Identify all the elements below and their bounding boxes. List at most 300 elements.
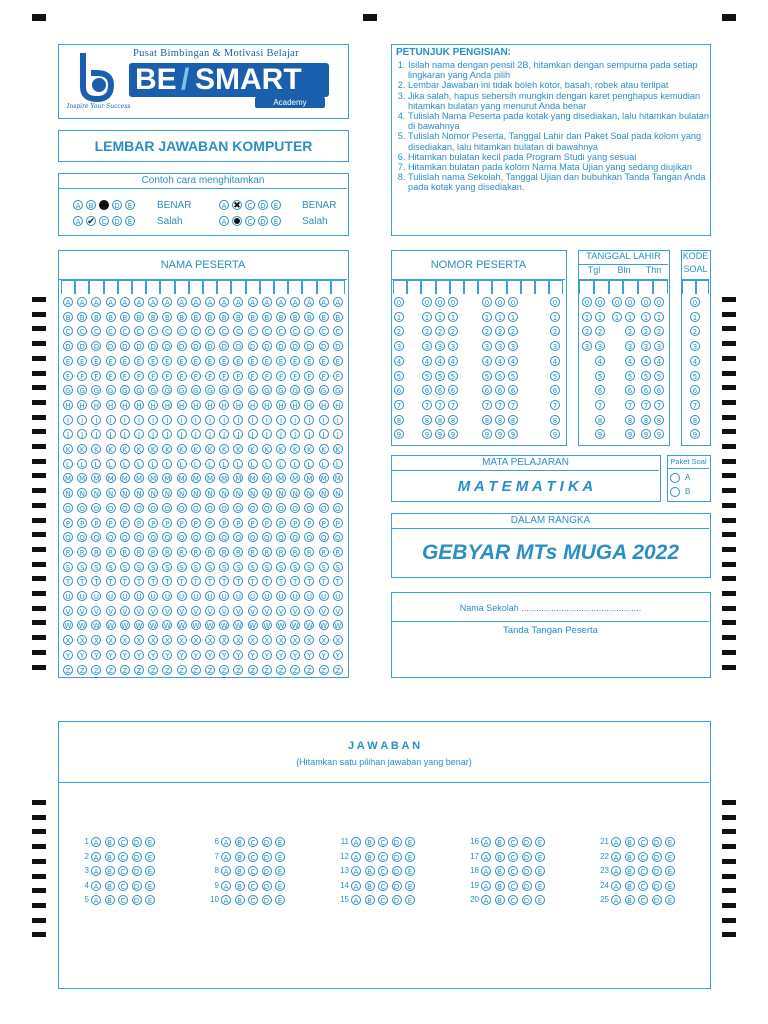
- nama-bubble-h[interactable]: H: [290, 400, 300, 410]
- nomor-bubble-0[interactable]: 0: [435, 297, 445, 307]
- nama-bubble-w[interactable]: W: [121, 622, 129, 631]
- nama-bubble-r[interactable]: R: [290, 547, 300, 557]
- nama-bubble-s[interactable]: S: [106, 562, 116, 572]
- nama-bubble-g[interactable]: G: [77, 385, 87, 395]
- nama-bubble-n[interactable]: N: [219, 488, 229, 498]
- nama-bubble-e[interactable]: E: [120, 356, 130, 366]
- nama-bubble-r[interactable]: R: [333, 547, 343, 557]
- nama-bubble-y[interactable]: Y: [248, 650, 258, 660]
- nama-bubble-r[interactable]: R: [304, 547, 314, 557]
- write-cell[interactable]: [653, 280, 668, 294]
- nama-bubble-t[interactable]: T: [106, 576, 116, 586]
- nama-bubble-x[interactable]: X: [233, 635, 243, 645]
- nama-bubble-i[interactable]: I: [205, 415, 215, 425]
- nama-bubble-l[interactable]: L: [63, 459, 73, 469]
- nama-bubble-v[interactable]: V: [333, 606, 343, 616]
- nama-bubble-t[interactable]: T: [304, 576, 314, 586]
- nama-bubble-i[interactable]: I: [106, 415, 116, 425]
- nama-bubble-s[interactable]: S: [91, 562, 101, 572]
- nama-bubble-b[interactable]: B: [63, 312, 73, 322]
- write-cell[interactable]: [609, 280, 624, 294]
- nama-bubble-y[interactable]: Y: [63, 650, 73, 660]
- nama-bubble-v[interactable]: V: [304, 606, 314, 616]
- tanggal-bubble-1[interactable]: 1: [582, 312, 592, 322]
- nama-bubble-i[interactable]: I: [177, 415, 187, 425]
- answer-bubble-a[interactable]: A: [481, 866, 491, 876]
- nama-bubble-x[interactable]: X: [219, 635, 229, 645]
- answer-bubble-e[interactable]: E: [275, 837, 285, 847]
- answer-bubble-d[interactable]: D: [132, 895, 142, 905]
- answer-bubble-e[interactable]: E: [145, 866, 155, 876]
- nama-bubble-y[interactable]: Y: [219, 650, 229, 660]
- nama-bubble-t[interactable]: T: [205, 576, 215, 586]
- nama-bubble-r[interactable]: R: [148, 547, 158, 557]
- answer-bubble-c[interactable]: C: [378, 881, 388, 891]
- nama-bubble-c[interactable]: C: [106, 326, 116, 336]
- nama-bubble-c[interactable]: C: [319, 326, 329, 336]
- nama-bubble-l[interactable]: L: [91, 459, 101, 469]
- answer-bubble-c[interactable]: C: [118, 852, 128, 862]
- nama-bubble-u[interactable]: U: [191, 591, 201, 601]
- nama-bubble-w[interactable]: W: [334, 622, 342, 631]
- write-cell[interactable]: [696, 280, 710, 294]
- nama-bubble-i[interactable]: I: [148, 415, 158, 425]
- answer-bubble-c[interactable]: C: [248, 881, 258, 891]
- tanggal-bubble-7[interactable]: 7: [654, 400, 664, 410]
- nama-bubble-y[interactable]: Y: [205, 650, 215, 660]
- nama-bubble-u[interactable]: U: [91, 591, 101, 601]
- nama-bubble-x[interactable]: X: [248, 635, 258, 645]
- nama-bubble-a[interactable]: A: [219, 297, 229, 307]
- tanggal-bubble-3[interactable]: 3: [654, 341, 664, 351]
- tanggal-bubble-9[interactable]: 9: [641, 429, 651, 439]
- nama-bubble-z[interactable]: Z: [162, 665, 172, 675]
- nama-bubble-g[interactable]: G: [276, 385, 286, 395]
- answer-bubble-b[interactable]: B: [235, 837, 245, 847]
- nomor-bubble-9[interactable]: 9: [435, 429, 445, 439]
- nama-bubble-w[interactable]: W: [277, 622, 285, 631]
- nama-bubble-y[interactable]: Y: [106, 650, 116, 660]
- write-cell[interactable]: [61, 280, 75, 294]
- nama-bubble-w[interactable]: W: [107, 622, 115, 631]
- nama-bubble-e[interactable]: E: [177, 356, 187, 366]
- answer-bubble-b[interactable]: B: [235, 866, 245, 876]
- answer-bubble-d[interactable]: D: [652, 837, 662, 847]
- nama-bubble-y[interactable]: Y: [77, 650, 87, 660]
- nama-bubble-u[interactable]: U: [134, 591, 144, 601]
- nama-bubble-t[interactable]: T: [177, 576, 187, 586]
- nama-bubble-a[interactable]: A: [77, 297, 87, 307]
- nama-bubble-w[interactable]: W: [78, 622, 86, 631]
- nama-bubble-g[interactable]: G: [304, 385, 314, 395]
- write-cell[interactable]: [118, 280, 132, 294]
- nama-bubble-y[interactable]: Y: [148, 650, 158, 660]
- nama-bubble-x[interactable]: X: [120, 635, 130, 645]
- nama-bubble-s[interactable]: S: [304, 562, 314, 572]
- answer-bubble-d[interactable]: D: [132, 881, 142, 891]
- answer-bubble-c[interactable]: C: [378, 895, 388, 905]
- nama-bubble-t[interactable]: T: [148, 576, 158, 586]
- nama-bubble-b[interactable]: B: [205, 312, 215, 322]
- nama-bubble-f[interactable]: F: [63, 371, 73, 381]
- nama-bubble-n[interactable]: N: [77, 488, 87, 498]
- nama-bubble-b[interactable]: B: [319, 312, 329, 322]
- answer-bubble-d[interactable]: D: [522, 895, 532, 905]
- answer-bubble-b[interactable]: B: [365, 866, 375, 876]
- answer-bubble-a[interactable]: A: [221, 881, 231, 891]
- nama-bubble-v[interactable]: V: [290, 606, 300, 616]
- nama-bubble-u[interactable]: U: [319, 591, 329, 601]
- nama-bubble-q[interactable]: Q: [248, 532, 258, 542]
- nama-bubble-h[interactable]: H: [248, 400, 258, 410]
- kode-bubble-2[interactable]: 2: [690, 326, 700, 336]
- nama-bubble-a[interactable]: A: [91, 297, 101, 307]
- nama-bubble-u[interactable]: U: [290, 591, 300, 601]
- nama-bubble-z[interactable]: Z: [290, 665, 300, 675]
- write-cell[interactable]: [231, 280, 245, 294]
- nama-bubble-z[interactable]: Z: [248, 665, 258, 675]
- nama-bubble-b[interactable]: B: [148, 312, 158, 322]
- answer-bubble-d[interactable]: D: [262, 881, 272, 891]
- nama-bubble-b[interactable]: B: [233, 312, 243, 322]
- nama-bubble-i[interactable]: I: [219, 415, 229, 425]
- answer-bubble-a[interactable]: A: [91, 837, 101, 847]
- write-cell[interactable]: [623, 280, 638, 294]
- nama-bubble-v[interactable]: V: [63, 606, 73, 616]
- nama-bubble-x[interactable]: X: [106, 635, 116, 645]
- nama-bubble-g[interactable]: G: [219, 385, 229, 395]
- kode-bubble-4[interactable]: 4: [690, 356, 700, 366]
- nomor-bubble-7[interactable]: 7: [495, 400, 505, 410]
- nama-bubble-z[interactable]: Z: [148, 665, 158, 675]
- nama-bubble-g[interactable]: G: [162, 385, 172, 395]
- nama-bubble-w[interactable]: W: [305, 622, 313, 631]
- tanggal-bubble-9[interactable]: 9: [595, 429, 605, 439]
- nama-bubble-m[interactable]: M: [79, 475, 86, 484]
- nama-bubble-f[interactable]: F: [77, 371, 87, 381]
- write-cell[interactable]: [478, 280, 492, 294]
- nama-bubble-c[interactable]: C: [191, 326, 201, 336]
- tanggal-bubble-8[interactable]: 8: [654, 415, 664, 425]
- nama-bubble-j[interactable]: J: [262, 429, 272, 439]
- nama-bubble-k[interactable]: K: [219, 444, 229, 454]
- nama-bubble-c[interactable]: C: [290, 326, 300, 336]
- nama-bubble-n[interactable]: N: [248, 488, 258, 498]
- nomor-bubble-6[interactable]: 6: [448, 385, 458, 395]
- kode-bubble-1[interactable]: 1: [690, 312, 700, 322]
- nama-bubble-w[interactable]: W: [234, 622, 242, 631]
- tanggal-bubble-4[interactable]: 4: [641, 356, 651, 366]
- answer-bubble-b[interactable]: B: [235, 852, 245, 862]
- nomor-bubble-5[interactable]: 5: [422, 371, 432, 381]
- answer-bubble-b[interactable]: B: [495, 852, 505, 862]
- nama-bubble-m[interactable]: M: [221, 475, 228, 484]
- nama-bubble-v[interactable]: V: [233, 606, 243, 616]
- write-cell[interactable]: [75, 280, 89, 294]
- nama-bubble-h[interactable]: H: [333, 400, 343, 410]
- nama-bubble-t[interactable]: T: [219, 576, 229, 586]
- nama-bubble-z[interactable]: Z: [262, 665, 272, 675]
- nama-bubble-k[interactable]: K: [134, 444, 144, 454]
- nama-bubble-o[interactable]: O: [162, 503, 172, 513]
- nama-bubble-f[interactable]: F: [304, 371, 314, 381]
- nama-bubble-j[interactable]: J: [177, 429, 187, 439]
- tanggal-bubble-7[interactable]: 7: [641, 400, 651, 410]
- nomor-bubble-6[interactable]: 6: [508, 385, 518, 395]
- write-cell[interactable]: [421, 280, 435, 294]
- nomor-bubble-7[interactable]: 7: [394, 400, 404, 410]
- answer-bubble-e[interactable]: E: [535, 852, 545, 862]
- nomor-bubble-4[interactable]: 4: [435, 356, 445, 366]
- nama-bubble-g[interactable]: G: [148, 385, 158, 395]
- nomor-bubble-4[interactable]: 4: [422, 356, 432, 366]
- nama-bubble-t[interactable]: T: [63, 576, 73, 586]
- answer-bubble-d[interactable]: D: [392, 837, 402, 847]
- nama-bubble-a[interactable]: A: [205, 297, 215, 307]
- nama-bubble-u[interactable]: U: [333, 591, 343, 601]
- nama-bubble-x[interactable]: X: [333, 635, 343, 645]
- nama-bubble-f[interactable]: F: [205, 371, 215, 381]
- nama-bubble-o[interactable]: O: [205, 503, 215, 513]
- nama-bubble-b[interactable]: B: [219, 312, 229, 322]
- nama-bubble-j[interactable]: J: [91, 429, 101, 439]
- nama-bubble-k[interactable]: K: [106, 444, 116, 454]
- nama-bubble-j[interactable]: J: [63, 429, 73, 439]
- tanggal-bubble-3[interactable]: 3: [582, 341, 592, 351]
- nama-bubble-o[interactable]: O: [333, 503, 343, 513]
- answer-bubble-d[interactable]: D: [262, 895, 272, 905]
- nama-bubble-l[interactable]: L: [162, 459, 172, 469]
- nama-bubble-d[interactable]: D: [191, 341, 201, 351]
- write-cell[interactable]: [638, 280, 653, 294]
- nama-bubble-d[interactable]: D: [134, 341, 144, 351]
- nama-bubble-p[interactable]: P: [148, 518, 158, 528]
- write-cell[interactable]: [682, 280, 696, 294]
- answer-bubble-a[interactable]: A: [611, 837, 621, 847]
- nama-bubble-a[interactable]: A: [162, 297, 172, 307]
- nama-bubble-p[interactable]: P: [276, 518, 286, 528]
- answer-bubble-e[interactable]: E: [535, 895, 545, 905]
- write-cell[interactable]: [175, 280, 189, 294]
- nomor-bubble-2[interactable]: 2: [435, 326, 445, 336]
- nama-bubble-b[interactable]: B: [134, 312, 144, 322]
- nama-bubble-c[interactable]: C: [162, 326, 172, 336]
- nama-bubble-g[interactable]: G: [233, 385, 243, 395]
- nama-bubble-z[interactable]: Z: [333, 665, 343, 675]
- nama-bubble-w[interactable]: W: [135, 622, 143, 631]
- nama-bubble-c[interactable]: C: [219, 326, 229, 336]
- nama-bubble-s[interactable]: S: [191, 562, 201, 572]
- nama-bubble-y[interactable]: Y: [233, 650, 243, 660]
- answer-bubble-e[interactable]: E: [145, 881, 155, 891]
- nama-bubble-k[interactable]: K: [333, 444, 343, 454]
- nama-bubble-k[interactable]: K: [304, 444, 314, 454]
- kode-bubble-8[interactable]: 8: [690, 415, 700, 425]
- nomor-bubble-0[interactable]: 0: [482, 297, 492, 307]
- nama-bubble-e[interactable]: E: [333, 356, 343, 366]
- nama-bubble-c[interactable]: C: [276, 326, 286, 336]
- write-cell[interactable]: [189, 280, 203, 294]
- nama-bubble-f[interactable]: F: [191, 371, 201, 381]
- answer-bubble-a[interactable]: A: [481, 852, 491, 862]
- nama-bubble-p[interactable]: P: [304, 518, 314, 528]
- nama-bubble-x[interactable]: X: [63, 635, 73, 645]
- nama-bubble-d[interactable]: D: [162, 341, 172, 351]
- answer-bubble-a[interactable]: A: [611, 852, 621, 862]
- nama-bubble-p[interactable]: P: [319, 518, 329, 528]
- answer-bubble-e[interactable]: E: [665, 895, 675, 905]
- nama-bubble-z[interactable]: Z: [120, 665, 130, 675]
- nama-bubble-c[interactable]: C: [91, 326, 101, 336]
- nomor-bubble-8[interactable]: 8: [495, 415, 505, 425]
- answer-bubble-c[interactable]: C: [248, 866, 258, 876]
- tanggal-bubble-0[interactable]: 0: [625, 297, 635, 307]
- nama-bubble-o[interactable]: O: [276, 503, 286, 513]
- nama-bubble-w[interactable]: W: [263, 622, 271, 631]
- nama-bubble-g[interactable]: G: [91, 385, 101, 395]
- nomor-bubble-1[interactable]: 1: [422, 312, 432, 322]
- nama-bubble-u[interactable]: U: [177, 591, 187, 601]
- nama-bubble-d[interactable]: D: [262, 341, 272, 351]
- nama-bubble-d[interactable]: D: [91, 341, 101, 351]
- nomor-bubble-2[interactable]: 2: [508, 326, 518, 336]
- nama-bubble-w[interactable]: W: [192, 622, 200, 631]
- kode-bubble-0[interactable]: 0: [690, 297, 700, 307]
- write-cell[interactable]: [521, 280, 535, 294]
- nomor-bubble-3[interactable]: 3: [422, 341, 432, 351]
- write-cell[interactable]: [317, 280, 331, 294]
- nomor-bubble-5[interactable]: 5: [448, 371, 458, 381]
- answer-bubble-c[interactable]: C: [508, 837, 518, 847]
- nama-bubble-e[interactable]: E: [106, 356, 116, 366]
- nama-bubble-p[interactable]: P: [290, 518, 300, 528]
- nama-bubble-g[interactable]: G: [290, 385, 300, 395]
- tanggal-bubble-0[interactable]: 0: [582, 297, 592, 307]
- nama-bubble-s[interactable]: S: [290, 562, 300, 572]
- nama-bubble-v[interactable]: V: [148, 606, 158, 616]
- kode-bubble-5[interactable]: 5: [690, 371, 700, 381]
- nomor-bubble-0[interactable]: 0: [394, 297, 404, 307]
- nomor-bubble-8[interactable]: 8: [422, 415, 432, 425]
- answer-bubble-d[interactable]: D: [652, 881, 662, 891]
- answer-bubble-b[interactable]: B: [365, 852, 375, 862]
- answer-bubble-c[interactable]: C: [248, 837, 258, 847]
- tanggal-bubble-1[interactable]: 1: [595, 312, 605, 322]
- answer-bubble-c[interactable]: C: [118, 881, 128, 891]
- nama-bubble-q[interactable]: Q: [77, 532, 87, 542]
- nama-bubble-y[interactable]: Y: [262, 650, 272, 660]
- nama-bubble-y[interactable]: Y: [304, 650, 314, 660]
- nama-bubble-q[interactable]: Q: [191, 532, 201, 542]
- nama-bubble-l[interactable]: L: [319, 459, 329, 469]
- nama-bubble-z[interactable]: Z: [205, 665, 215, 675]
- write-cell[interactable]: [450, 280, 464, 294]
- nama-bubble-l[interactable]: L: [219, 459, 229, 469]
- nama-bubble-n[interactable]: N: [91, 488, 101, 498]
- nomor-bubble-0[interactable]: 0: [422, 297, 432, 307]
- kode-bubble-9[interactable]: 9: [690, 429, 700, 439]
- write-cell[interactable]: [507, 280, 521, 294]
- answer-bubble-d[interactable]: D: [652, 895, 662, 905]
- nomor-bubble-9[interactable]: 9: [448, 429, 458, 439]
- nama-bubble-p[interactable]: P: [233, 518, 243, 528]
- nama-bubble-l[interactable]: L: [177, 459, 187, 469]
- nama-bubble-i[interactable]: I: [276, 415, 286, 425]
- write-cell[interactable]: [436, 280, 450, 294]
- nama-bubble-r[interactable]: R: [162, 547, 172, 557]
- nama-bubble-j[interactable]: J: [77, 429, 87, 439]
- nama-bubble-c[interactable]: C: [205, 326, 215, 336]
- nama-bubble-d[interactable]: D: [148, 341, 158, 351]
- nomor-bubble-9[interactable]: 9: [482, 429, 492, 439]
- nama-bubble-q[interactable]: Q: [304, 532, 314, 542]
- tanggal-bubble-2[interactable]: 2: [582, 326, 592, 336]
- tanggal-bubble-8[interactable]: 8: [595, 415, 605, 425]
- nama-bubble-g[interactable]: G: [63, 385, 73, 395]
- nama-bubble-n[interactable]: N: [304, 488, 314, 498]
- nama-bubble-u[interactable]: U: [63, 591, 73, 601]
- nama-bubble-t[interactable]: T: [319, 576, 329, 586]
- nomor-bubble-8[interactable]: 8: [394, 415, 404, 425]
- nama-bubble-n[interactable]: N: [191, 488, 201, 498]
- nama-bubble-p[interactable]: P: [106, 518, 116, 528]
- nama-bubble-i[interactable]: I: [162, 415, 172, 425]
- nama-bubble-m[interactable]: M: [64, 475, 72, 484]
- nama-bubble-e[interactable]: E: [148, 356, 158, 366]
- write-cell[interactable]: [246, 280, 260, 294]
- nama-bubble-h[interactable]: H: [134, 400, 144, 410]
- nama-bubble-g[interactable]: G: [134, 385, 144, 395]
- nama-bubble-b[interactable]: B: [106, 312, 116, 322]
- nomor-bubble-3[interactable]: 3: [435, 341, 445, 351]
- nama-bubble-y[interactable]: Y: [177, 650, 187, 660]
- nama-bubble-u[interactable]: U: [248, 591, 258, 601]
- write-cell[interactable]: [594, 280, 609, 294]
- write-cell[interactable]: [549, 280, 563, 294]
- nomor-bubble-8[interactable]: 8: [482, 415, 492, 425]
- answer-bubble-b[interactable]: B: [495, 837, 505, 847]
- nama-bubble-q[interactable]: Q: [134, 532, 144, 542]
- tanggal-bubble-6[interactable]: 6: [595, 385, 605, 395]
- nama-bubble-e[interactable]: E: [276, 356, 286, 366]
- nama-bubble-d[interactable]: D: [106, 341, 116, 351]
- nama-bubble-a[interactable]: A: [304, 297, 314, 307]
- answer-bubble-e[interactable]: E: [275, 881, 285, 891]
- nomor-bubble-8[interactable]: 8: [435, 415, 445, 425]
- nomor-bubble-1[interactable]: 1: [394, 312, 404, 322]
- nama-bubble-t[interactable]: T: [120, 576, 130, 586]
- answer-bubble-b[interactable]: B: [235, 895, 245, 905]
- answer-bubble-d[interactable]: D: [522, 837, 532, 847]
- answer-bubble-e[interactable]: E: [665, 852, 675, 862]
- nomor-bubble-9[interactable]: 9: [508, 429, 518, 439]
- nama-bubble-o[interactable]: O: [91, 503, 101, 513]
- answer-bubble-e[interactable]: E: [275, 866, 285, 876]
- nama-bubble-a[interactable]: A: [120, 297, 130, 307]
- tanggal-bubble-8[interactable]: 8: [625, 415, 635, 425]
- nomor-bubble-0[interactable]: 0: [448, 297, 458, 307]
- nama-bubble-s[interactable]: S: [134, 562, 144, 572]
- nama-bubble-q[interactable]: Q: [290, 532, 300, 542]
- nomor-bubble-7[interactable]: 7: [435, 400, 445, 410]
- answer-bubble-b[interactable]: B: [625, 881, 635, 891]
- answer-bubble-d[interactable]: D: [132, 866, 142, 876]
- nama-bubble-m[interactable]: M: [334, 475, 341, 484]
- nama-bubble-x[interactable]: X: [276, 635, 286, 645]
- nomor-bubble-6[interactable]: 6: [550, 385, 560, 395]
- nama-bubble-v[interactable]: V: [205, 606, 215, 616]
- nomor-bubble-7[interactable]: 7: [550, 400, 560, 410]
